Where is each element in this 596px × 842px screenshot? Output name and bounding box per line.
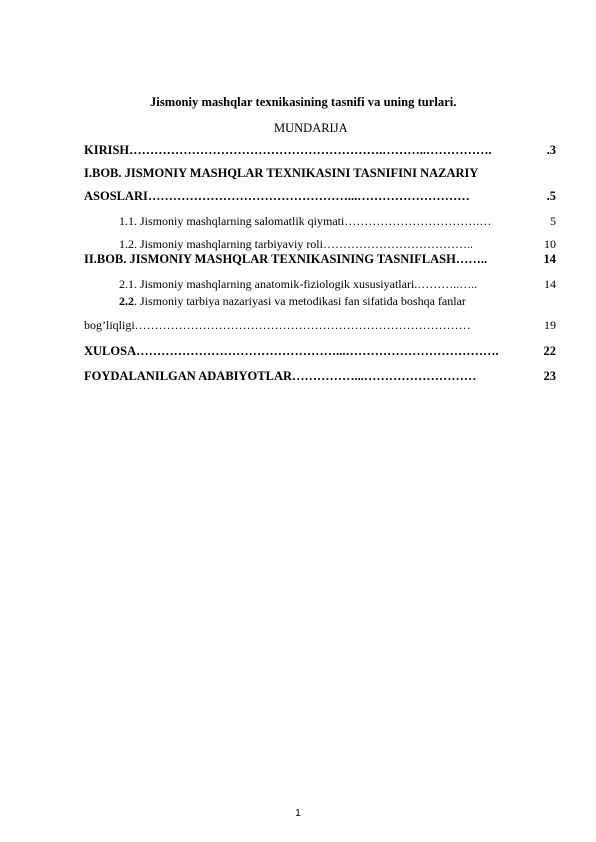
toc-entry-page: 14	[544, 277, 556, 291]
toc-entry-leader: …………………………………………………………………………	[134, 318, 471, 332]
document-title: Jismoniy mashqlar texnikasining tasnifi va uning turlari.	[150, 95, 457, 109]
toc-entry-label: FOYDALANILGAN ADABIYOTLAR	[84, 369, 293, 383]
toc-entry-page: 19	[544, 318, 556, 332]
toc-entry-2-1[interactable]	[119, 277, 556, 292]
toc-entry-leader: …………………………………………...………………………	[147, 189, 470, 203]
toc-entry-2-2[interactable]	[119, 294, 556, 309]
toc-entry-label: KIRISH	[84, 143, 130, 157]
toc-entry-label-rest: . Jismoniy tarbiya nazariyasi va metodikasi fan sifatida boshqa fanlar	[134, 294, 466, 308]
toc-entry-label: 2.1. Jismoniy mashqlarning anatomik-fiziologik xususiyatlari	[119, 277, 415, 291]
toc-entry-leader: …………………………………………...……………………………….	[136, 344, 499, 358]
toc-entry-label: I.BOB. JISMONIY MASHQLAR TEXNIKASINI TASNIFINI NAZARIY	[84, 166, 479, 180]
toc-entry-bibliography[interactable]	[84, 369, 556, 384]
toc-entry-page: 5	[550, 214, 556, 228]
toc-entry-label: bog’liqligi	[84, 318, 135, 332]
toc-entry-page: .5	[546, 189, 556, 203]
toc-entry-label: ASOSLARI	[84, 189, 148, 203]
page-number: 1	[295, 808, 301, 819]
toc-entry-2-2-cont[interactable]	[84, 318, 556, 333]
toc-entry-leader: ……………...………………………	[292, 369, 477, 383]
toc-entry-1-1[interactable]	[119, 214, 556, 229]
toc-entry-number: 2.2	[119, 294, 134, 308]
toc-entry-leader: ……..	[455, 252, 488, 266]
toc-entry-label: 1.1. Jismoniy mashqlarning salomatlik qiymati	[119, 214, 345, 228]
toc-entry-label: XULOSA	[84, 344, 137, 358]
toc-entry-leader: …………………………….…	[344, 214, 492, 228]
toc-entry-chapter-1-cont[interactable]	[84, 189, 556, 204]
toc-entry-page: 23	[543, 369, 556, 383]
toc-entry-leader: .………..…..	[414, 277, 478, 291]
toc-entry-chapter-2[interactable]	[84, 252, 556, 267]
toc-entry-1-2[interactable]	[119, 237, 556, 252]
toc-entry-leader: ………………………………..	[322, 237, 473, 251]
toc-entry-kirish[interactable]	[84, 143, 556, 158]
toc-entry-page: 22	[543, 344, 556, 358]
toc-entry-xulosa[interactable]	[84, 344, 556, 359]
toc-entry-label	[119, 294, 466, 309]
toc-entry-leader: …………………………………………………….………..…………….	[129, 143, 492, 157]
toc-entry-page: 14	[543, 252, 556, 266]
toc-entry-page: 10	[544, 237, 556, 251]
toc-entry-label: II.BOB. JISMONIY MASHQLAR TEXNIKASINING TASNIFLASH	[84, 252, 456, 266]
toc-entry-chapter-1[interactable]	[84, 166, 556, 181]
contents-heading: MUNDARIJA	[274, 121, 348, 135]
toc-entry-label: 1.2. Jismoniy mashqlarning tarbiyaviy roli	[119, 237, 323, 251]
toc-entry-page: .3	[546, 143, 556, 157]
